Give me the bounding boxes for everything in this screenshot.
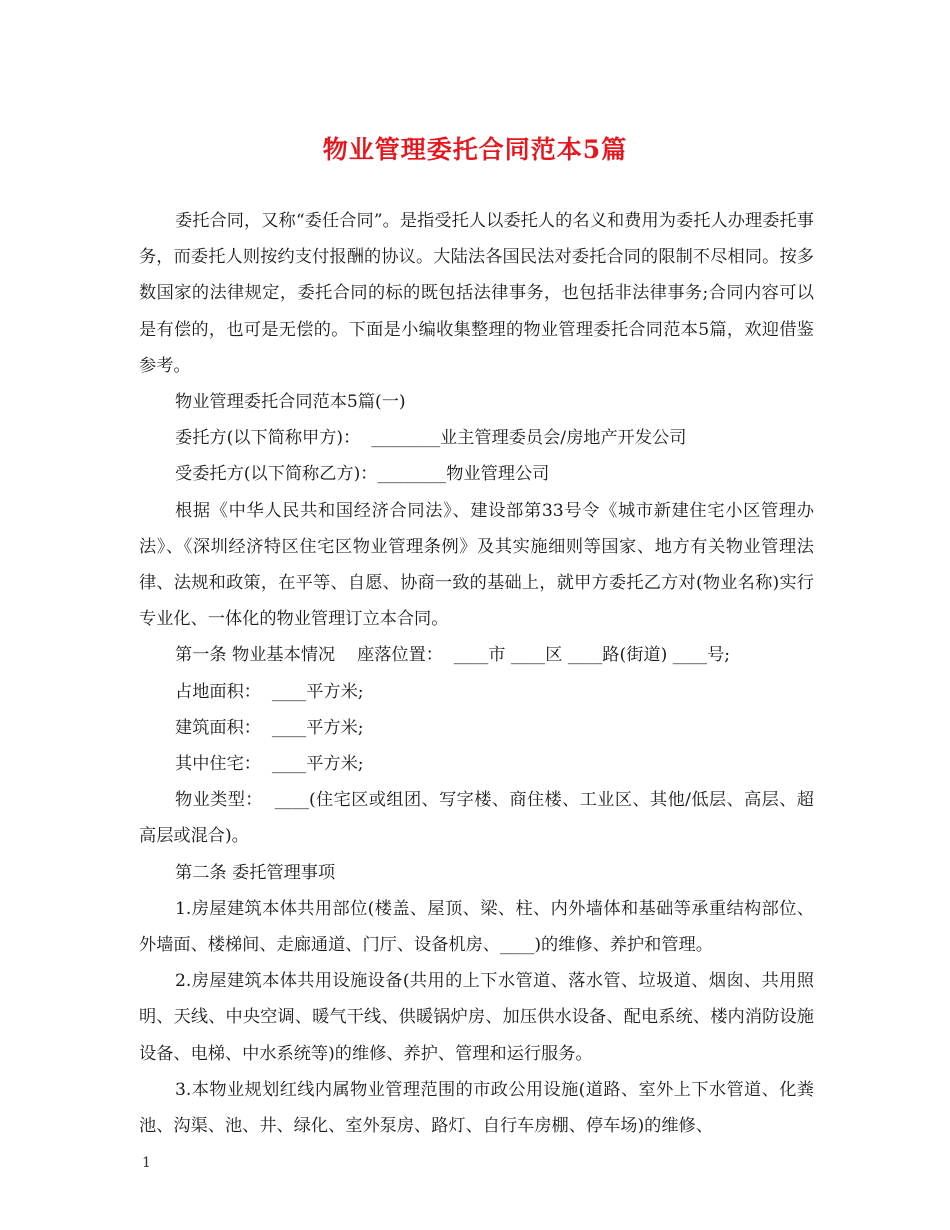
party-a-line: 委托方(以下简称甲方)： ________业主管理委员会/房地产开发公司 <box>175 428 687 449</box>
intro-paragraph: 委托合同，又称“委任合同”。是指受托人以委托人的名义和费用为委托人办理委托事务，而委托人则按约支付报酬的协议。大陆法各国民法对委托合同的限制不尽相同。按多数国家的法律规定，委托合同的标的既包括法律事务，也包括非法律事务;合同内容可以是有偿的，也可是无偿的。下面是小编收集整理的物业管理委托合同范本5篇，欢迎借鉴参考。 <box>139 211 814 376</box>
document-body <box>139 203 814 1144</box>
page-number: 1 <box>142 1155 151 1171</box>
item-1-paragraph: 1.房屋建筑本体共用部位(楼盖、屋顶、梁、柱、内外墙体和基础等承重结构部位、外墙面、楼梯间、走廊通道、门厅、设备机房、____)的维修、养护和管理。 <box>139 898 814 956</box>
document-title: 物业管理委托合同范本5篇 <box>322 135 628 164</box>
item-2-paragraph: 2.房屋建筑本体共用设施设备(共用的上下水管道、落水管、垃圾道、烟囱、共用照明、天线、中央空调、暖气干线、供暖锅炉房、加压供水设备、配电系统、楼内消防设施设备、电梯、中水系统等)的维修、养护、管理和运行服务。 <box>139 971 814 1064</box>
land-area-line: 占地面积： ____平方米; <box>175 681 364 702</box>
article-2-heading: 第二条 委托管理事项 <box>175 862 336 883</box>
section-heading: 物业管理委托合同范本5篇(一) <box>175 392 406 413</box>
article-1-location: 第一条 物业基本情况 座落位置： ____市 ____区 ____路(街道) ____号; <box>175 645 731 666</box>
party-b-line: 受委托方(以下简称乙方)：________物业管理公司 <box>175 464 550 485</box>
residential-area-line: 其中住宅： ____平方米; <box>175 754 364 775</box>
property-type-line: 物业类型： ____(住宅区或组团、写字楼、商住楼、工业区、其他/低层、高层、超高层或混合)。 <box>139 790 814 847</box>
basis-paragraph: 根据《中华人民共和国经济合同法》、建设部第33号令《城市新建住宅小区管理办法》、《深圳经济特区住宅区物业管理条例》及其实施细则等国家、地方有关物业管理法律、法规和政策，在平等、自愿、协商一致的基础上，就甲方委托乙方对(物业名称)实行专业化、一体化的物业管理订立本合同。 <box>139 500 814 630</box>
building-area-line: 建筑面积： ____平方米; <box>175 717 364 738</box>
item-3-paragraph: 3.本物业规划红线内属物业管理范围的市政公用设施(道路、室外上下水管道、化粪池、沟渠、池、井、绿化、室外泵房、路灯、自行车房棚、停车场)的维修、 <box>139 1079 814 1137</box>
